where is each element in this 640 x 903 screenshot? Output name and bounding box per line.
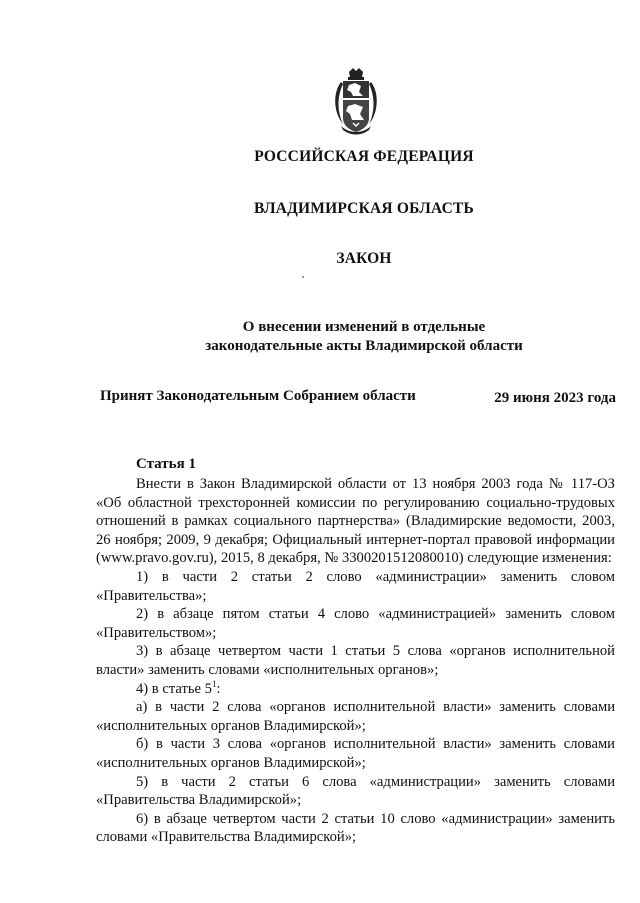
list-item: 3) в абзаце четвертом части 1 статьи 5 слова «органов исполнительной власти» заменить словами «исполнительных органов»; (96, 643, 615, 678)
list-item: б) в части 3 слова «органов исполнительной власти» заменить словами «исполнительных органов Владимирской»; (96, 736, 615, 771)
article-heading: Статья 1 (136, 456, 196, 472)
adopted-by: Принят Законодательным Собранием области (100, 388, 416, 404)
adoption-date: 29 июня 2023 года (494, 390, 616, 406)
item4-prefix: 4) в статье 5 (136, 680, 212, 697)
region-heading: ВЛАДИМИРСКАЯ ОБЛАСТЬ (254, 200, 474, 217)
law-title-line-1: О внесении изменений в отдельные (242, 319, 486, 335)
item4-suffix: : (216, 680, 221, 697)
list-item: 6) в абзаце четвертом части 2 статьи 10 слово «администрации» заменить словами «Правительства Владимирской»; (96, 810, 615, 846)
article-body (96, 475, 615, 847)
scan-speck (302, 276, 304, 278)
list-item (96, 680, 615, 699)
list-item: 2) в абзаце пятом статьи 4 слово «администрацией» заменить словом «Правительством»; (96, 606, 615, 641)
federation-heading: РОССИЙСКАЯ ФЕДЕРАЦИЯ (254, 148, 474, 165)
law-title-line-2: законодательные акты Владимирской области (205, 338, 523, 354)
list-item: 1) в части 2 статьи 2 слово «администрации» заменить словом «Правительства»; (96, 568, 615, 604)
list-item: 5) в части 2 статьи 6 слова «администрации» заменить словами «Правительства Владимирской»; (96, 773, 615, 809)
coat-of-arms-icon (331, 68, 381, 136)
adoption-row (100, 388, 616, 405)
article-intro: Внести в Закон Владимирской области от 13 ноября 2003 года № 117-ОЗ «Об областной трехсторонней комиссии по регулированию социально-трудовых отношений в рамках социального партнерства» (Владимирские ведомости, 2003, 26 ноября; 2009, 9 декабря; Официальный интернет-портал правовой информации (www.pravo.gov.ru), 2015, 8 декабря, № 3300201512080010) следующие изменения: (96, 476, 615, 567)
list-item: а) в части 2 слова «органов исполнительной власти» заменить словами «исполнительных органов Владимирской»; (96, 699, 615, 734)
law-title (44, 318, 640, 356)
doc-type-heading: ЗАКОН (336, 250, 392, 267)
item4-superscript: 1 (211, 678, 217, 689)
